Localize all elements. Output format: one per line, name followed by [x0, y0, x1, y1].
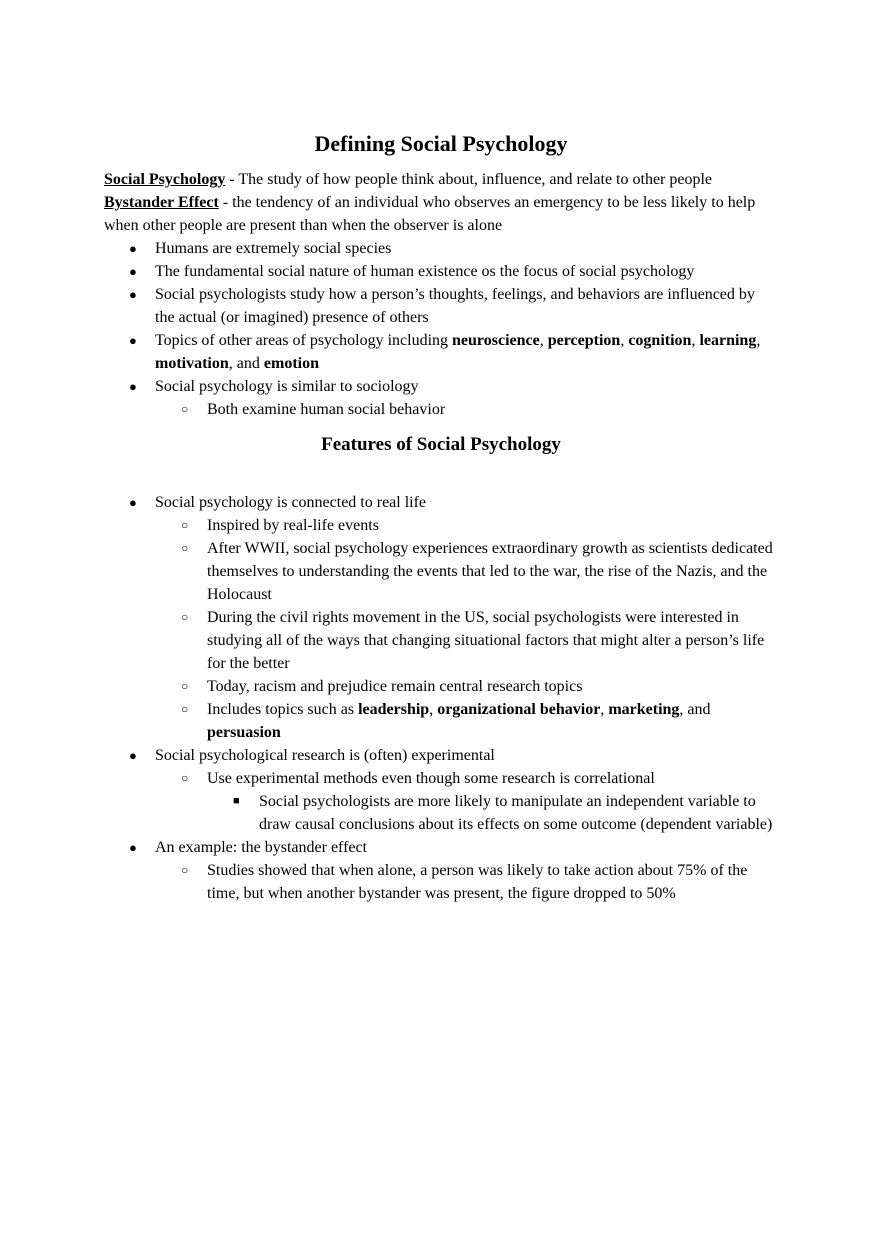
circle-bullet-icon: ○: [181, 541, 189, 555]
list-item: [104, 375, 778, 398]
item-text: Today, racism and prejudice remain central research topics: [207, 678, 583, 695]
item-text: ,: [756, 332, 761, 349]
bullet-icon: ●: [129, 287, 137, 302]
bullet-icon: ●: [129, 748, 137, 763]
item-text: ,: [600, 701, 609, 718]
item-text: After WWII, social psychology experiences extraordinary growth as scientists dedicated themselves to understanding the events that led to the war, the rise of the Nazis, and the Holocaust: [207, 540, 773, 603]
list-item: [104, 537, 778, 606]
list-item: [104, 491, 778, 514]
bullet-icon: ●: [129, 241, 137, 256]
item-text: Social psychological research is (often) experimental: [155, 747, 495, 764]
bold-term: motivation: [155, 355, 229, 372]
item-text: Social psychology is connected to real life: [155, 494, 427, 511]
circle-bullet-icon: ○: [181, 402, 189, 416]
bullet-icon: ●: [129, 495, 137, 510]
bold-term: perception: [547, 332, 621, 349]
circle-bullet-icon: ○: [181, 679, 189, 693]
bullet-icon: ●: [129, 379, 137, 394]
section-heading: Features of Social Psychology: [321, 434, 561, 455]
item-text: ,: [691, 332, 700, 349]
bold-term: organizational behavior: [437, 701, 601, 718]
list-item: [104, 283, 778, 329]
bold-term: leadership: [358, 701, 430, 718]
item-text: ,: [620, 332, 629, 349]
bold-term: marketing: [608, 701, 680, 718]
square-bullet-icon: ■: [233, 795, 240, 807]
item-text: Humans are extremely social species: [155, 240, 392, 257]
term: Social Psychology: [104, 171, 226, 188]
bold-term: emotion: [263, 355, 319, 372]
list-item: [104, 675, 778, 698]
circle-bullet-icon: ○: [181, 518, 189, 532]
list-features: [104, 491, 778, 905]
item-text: Use experimental methods even though some research is correlational: [207, 770, 655, 787]
list-item: [104, 859, 778, 905]
item-text: , and: [679, 701, 711, 718]
bullet-icon: ●: [129, 333, 137, 348]
list-item: [104, 514, 778, 537]
list-item: [104, 698, 778, 744]
list-item: [104, 237, 778, 260]
list-item: [104, 606, 778, 675]
definition-text: - the tendency of an individual who observes an emergency to be less likely to help when other people are present than when the observer is alone: [104, 194, 756, 234]
item-text: ,: [429, 701, 438, 718]
bullet-icon: ●: [129, 264, 137, 279]
item-text: The fundamental social nature of human existence os the focus of social psychology: [155, 263, 695, 280]
item-text: , and: [228, 355, 264, 372]
circle-bullet-icon: ○: [181, 771, 189, 785]
circle-bullet-icon: ○: [181, 863, 189, 877]
list-item: [104, 836, 778, 859]
term: Bystander Effect: [104, 194, 219, 211]
list-item: [104, 398, 778, 421]
item-text: Studies showed that when alone, a person was likely to take action about 75% of the time, but when another bystander was present, the figure dropped to 50%: [207, 862, 748, 902]
item-text: ,: [539, 332, 548, 349]
list-item: [104, 767, 778, 790]
bold-term: cognition: [628, 332, 692, 349]
bold-term: neuroscience: [452, 332, 540, 349]
item-text: During the civil rights movement in the US, social psychologists were interested in studying all of the ways that changing situational factors that might alter a person’s life for the better: [207, 609, 765, 672]
definition-bystander-effect: [104, 191, 778, 237]
list-item: [104, 790, 778, 836]
list-item: [104, 260, 778, 283]
list-defining: [104, 237, 778, 421]
page-title: Defining Social Psychology: [314, 131, 568, 156]
definition-social-psychology: [104, 168, 778, 191]
item-text: Social psychology is similar to sociology: [155, 378, 419, 395]
item-text: An example: the bystander effect: [155, 839, 368, 856]
circle-bullet-icon: ○: [181, 702, 189, 716]
item-text: Both examine human social behavior: [207, 401, 446, 418]
circle-bullet-icon: ○: [181, 610, 189, 624]
item-text: Includes topics such as: [207, 701, 359, 718]
item-text: Social psychologists are more likely to manipulate an independent variable to draw causal conclusions about its effects on some outcome (dependent variable): [259, 793, 773, 833]
item-text: Social psychologists study how a person’s thoughts, feelings, and behaviors are influenced by the actual (or imagined) presence of others: [155, 286, 755, 326]
bold-term: persuasion: [207, 724, 281, 741]
list-item: [104, 744, 778, 767]
list-item: [104, 329, 778, 375]
document-page: [104, 130, 778, 905]
bullet-icon: ●: [129, 840, 137, 855]
item-text: Inspired by real-life events: [207, 517, 379, 534]
bold-term: learning: [699, 332, 757, 349]
definition-text: - The study of how people think about, influence, and relate to other people: [225, 171, 713, 188]
item-text: Topics of other areas of psychology including: [155, 332, 453, 349]
